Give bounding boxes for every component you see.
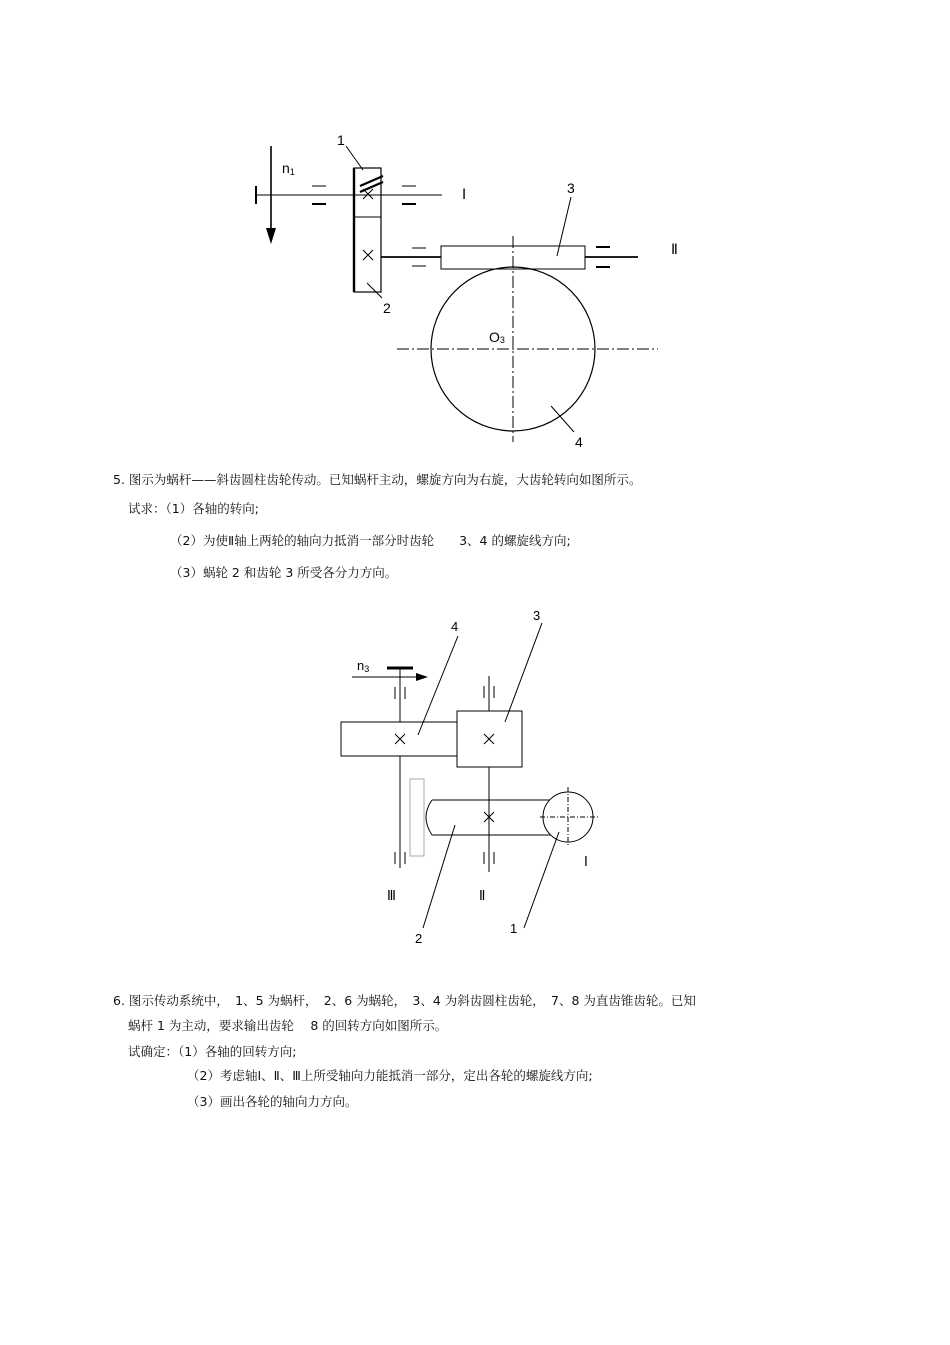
problem-5-item-3: （3）蜗轮 2 和齿轮 3 所受各分力方向。 [170,565,398,580]
gear-plate [410,779,424,856]
label-shaft-I: Ⅰ [462,186,467,202]
leader-line-4 [418,636,458,735]
leader-line-3 [505,623,542,722]
problem-6-statement-cont: 蜗杆 1 为主动，要求输出齿轮 8 的回转方向如图所示。 [128,1018,448,1033]
label-1: 1 [337,132,345,148]
label-O3: O3 [489,329,505,345]
problem-6-item-2: （2）考虑轴Ⅰ、Ⅱ、Ⅲ上所受轴向力能抵消一部分，定出各轮的螺旋线方向; [187,1068,593,1083]
label-2: 2 [415,931,423,946]
leader-line-1 [524,832,559,928]
n3-arrow-head [416,673,428,681]
problem-6-statement: 6. 图示传动系统中， 1、5 为蜗杆， 2、6 为蜗轮， 3、4 为斜齿圆柱齿轮， 7、8 为直齿锥齿轮。已知 [113,993,696,1008]
label-3: 3 [567,180,575,196]
problem-5-statement: 5. 图示为蜗杆——斜齿圆柱齿轮传动。已知蜗杆主动，螺旋方向为右旋，大齿轮转向如图所示。 [113,472,642,487]
problem-5-requirement: 试求：（1）各轴的转向; [128,501,259,516]
label-3: 3 [533,608,541,623]
worm-wheel-2 [426,800,560,835]
label-1: 1 [510,921,518,936]
gear-4 [341,722,457,756]
label-shaft-III: Ⅲ [387,888,396,903]
label-4: 4 [451,619,459,634]
label-shaft-I: Ⅰ [584,854,588,869]
problem-6-requirement: 试确定：（1）各轴的回转方向; [128,1044,297,1059]
label-n3: n3 [357,658,370,674]
problem-6-item-3: （3）画出各轮的轴向力方向。 [187,1094,358,1109]
problem-5-item-2: （2）为使Ⅱ轴上两轮的轴向力抵消一部分时齿轮 3、4 的螺旋线方向; [170,533,571,548]
leader-line-2 [423,825,455,928]
label-shaft-II: Ⅱ [479,888,486,903]
label-4: 4 [575,434,583,450]
label-2: 2 [383,300,391,316]
label-shaft-II: Ⅱ [671,241,678,257]
label-n1: n1 [282,160,295,177]
